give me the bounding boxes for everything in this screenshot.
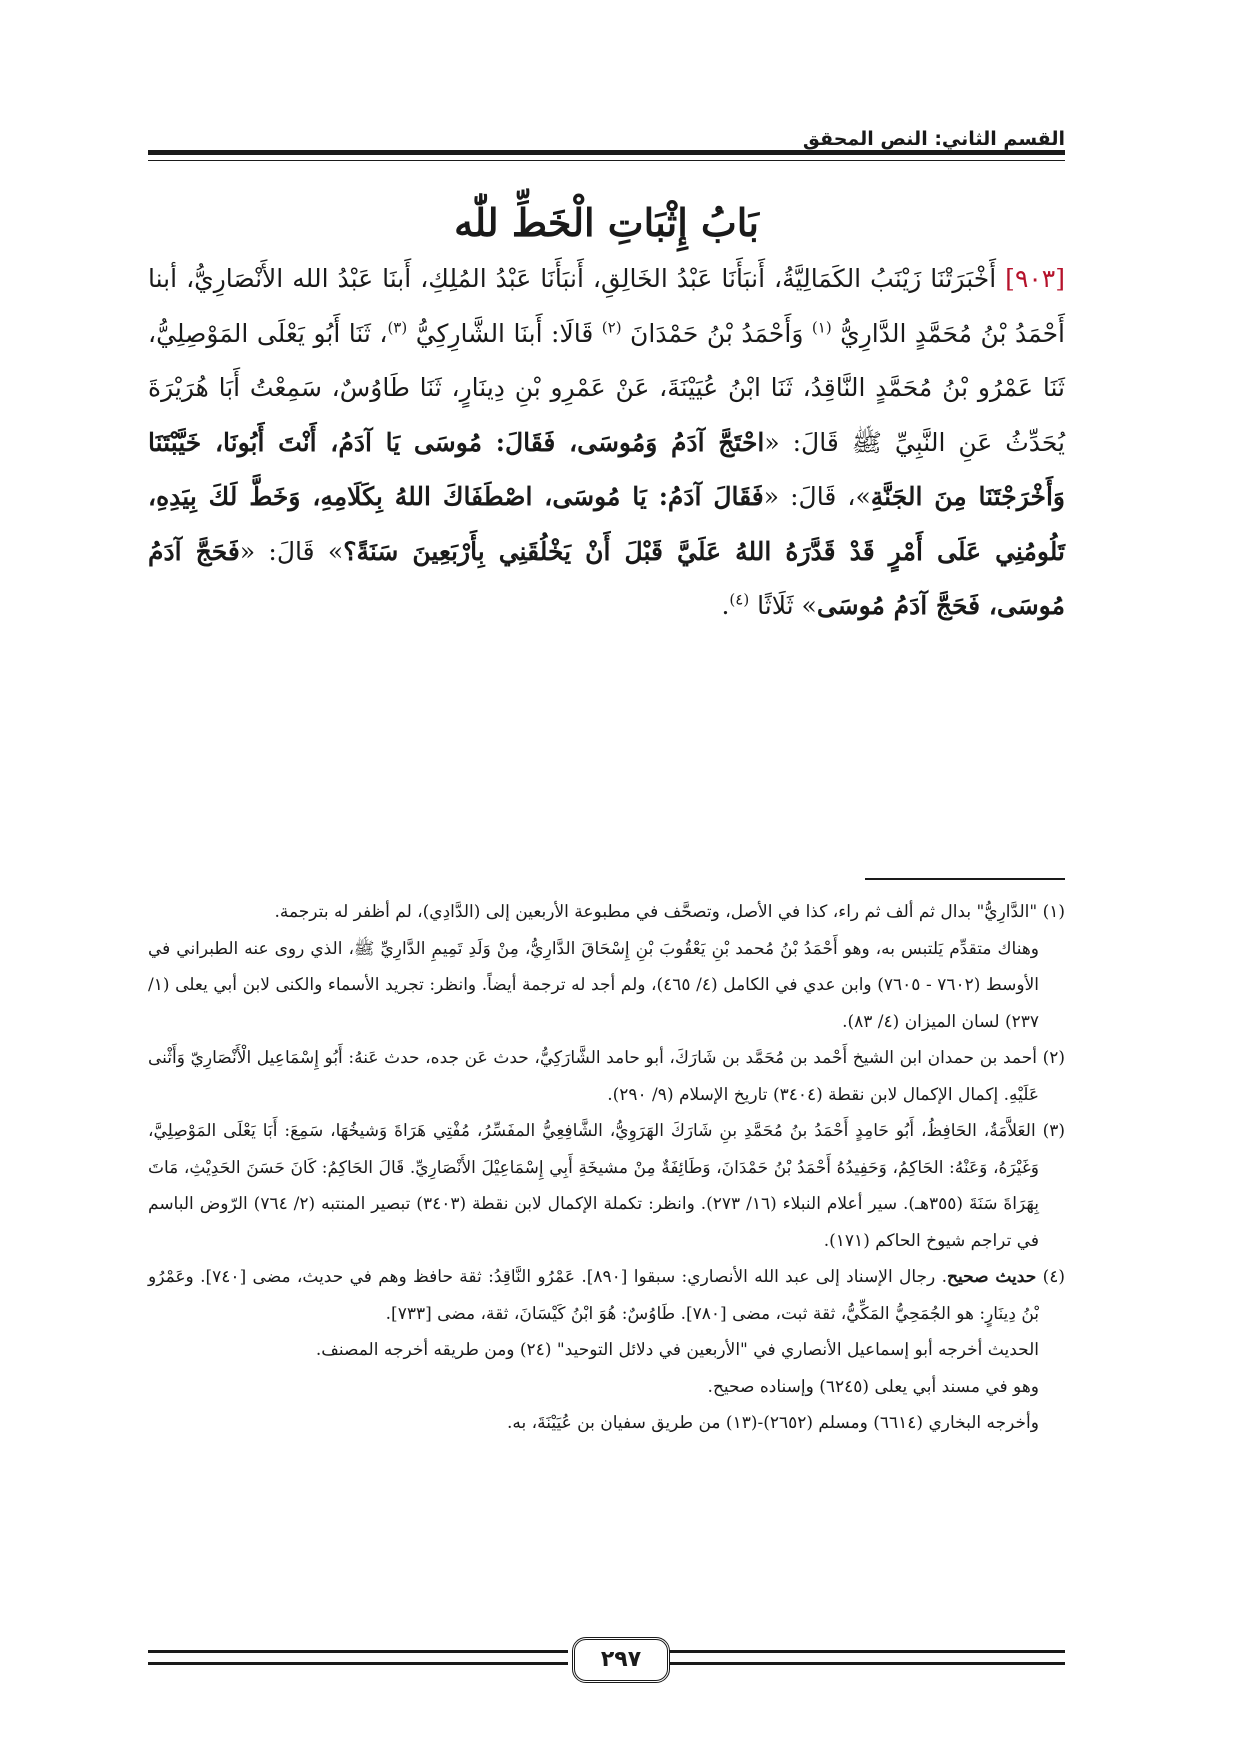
matn-text: احْتَجَّ آدَمُ وَمُوسَى، فَقَالَ: مُوسَى يَا آدَمُ، أَنْتَ أَبُونَا، خَيَّبْتَنَا وَأَخْرَجْتَنَا مِنَ الجَنَّةِ (148, 427, 1065, 511)
footer-rule-left (148, 1650, 568, 1653)
footnote-2: (٢) أحمد بن حمدان ابن الشيخ أَحْمد بن مُحَمَّد بن شَارَكَ، أبو حامد الشَّارَكِيُّ، حدث عَن جده، حدث عَنهُ: أَبُو إِسْمَاعِيل الْأَنْصَارِيّ وَأَثْنى عَلَيْهِ. إكمال الإكمال لابن نقطة (٣٤٠٤) تاريخ الإسلام (٩/ ٢٩٠). (148, 1048, 1065, 1105)
footnote-divider (865, 878, 1065, 880)
isnad-text: قَالَا: أَبنَا الشَّارِكِيُّ (407, 318, 602, 348)
footer-rule-right (668, 1662, 1065, 1665)
footnote-4-takhrij: وهو في مسند أبي يعلى (٦٢٤٥) وإسناده صحيح. (707, 1376, 1039, 1397)
header-rule-thick (148, 150, 1065, 155)
footer-rule-right (668, 1650, 1065, 1653)
footnote-ref-3: (٣) (387, 318, 408, 337)
footnote-4-grade: حديث صحيح (947, 1267, 1037, 1287)
footnote-4 (148, 1259, 1065, 1332)
footnote-3: (٣) العَلاَّمَةُ، الحَافِظُ، أَبُو حَامِدٍ أَحْمَدُ بنُ مُحَمَّدِ بنِ شَارَكَ الهَرَوِيُّ، الشَّافِعِيُّ المفَسِّرُ، مُفْتِي هَرَاةَ وَشيخُهَا، سَمِعَ: أَبَا يَعْلَى المَوْصِلِيَّ، وَغَيْرَهُ، وَعَنْهُ: الحَاكِمُ، وَحَفِيدُهُ أَحْمَدُ بْنُ حَمْدَانَ، وَطَائِفَةٌ مِنْ مشيخَةِ أَبِي إِسْمَاعِيْلَ الأَنْصَارِيِّ. قَالَ الحَاكِمُ: كَانَ حَسَنَ الحَدِيْثِ، مَاتَ بِهَرَاةَ سَنَةَ (٣٥٥هـ). سير أعلام النبلاء (١٦/ ٢٧٣). وانظر: تكملة الإكمال لابن نقطة (٣٤٠٣) تبصير المنتبه (٢/ ٧٦٤) الرّوض الباسم في تراجم شيوخ الحاكم (١٧١). (148, 1121, 1065, 1251)
narration-end: . (721, 591, 730, 620)
isnad-text: ، ثَنَا أَبُو يَعْلَى المَوْصِلِيُّ، ثَنَا عَمْرُو بْنُ مُحَمَّدٍ النَّاقِدُ، ثَنَا ابْنُ عُيَيْنَةَ، عَنْ عَمْرِو بْنِ دِينَارٍ، ثَنَا طَاوُسٌ، سَمِعْتُ أَبَا هُرَيْرَةَ يُحَدِّثُ عَنِ النَّبِيِّ ﷺ قَالَ: « (148, 318, 1066, 457)
footnote-4-text: . رجال الإسناد إلى عبد الله الأنصاري: سبقوا [٨٩٠]. عَمْرُو النَّاقِدُ: ثقة حافظ وهم في حديث، مضى [٧٤٠]. وعَمْرُو بْنُ دِينَارٍ: هو الجُمَحِيُّ المَكِّيُّ، ثقة ثبت، مضى [٧٨٠]. طَاوُسٌ: هُوَ ابْنُ كَيْسَانَ، ثقة، مضى [٧٣٣]. (148, 1267, 1039, 1324)
hadith-text (148, 252, 1065, 634)
footnote-1-continuation (148, 931, 1065, 1041)
footnote-1-line: وهناك متقدِّم يَلتبس به، وهو أَحْمَدُ بْنُ مُحمد بْنِ يَعْقُوبَ بْنِ إِسْحَاقَ الدَّارِيُّ، مِنْ وَلَدِ تَمِيمِ الدَّارِيِّ ﷺ، الذي روى عنه الطبراني في الأوسط (٧٦٠٢ - ٧٦٠٥) وابن عدي في الكامل (٤/ ٤٦٥)، ولم أجد له ترجمة أيضاً. وانظر: تجريد الأسماء والكنى لابن أبي يعلى (١/ ٢٣٧) لسان الميزان (٤/ ٨٣). (148, 938, 1040, 1032)
isnad-text: وَأَحْمَدُ بْنُ حَمْدَانَ (621, 318, 812, 348)
footer-rule-left (148, 1662, 568, 1665)
matn-text: فَحَجَّ آدَمُ مُوسَى، فَحَجَّ آدَمُ مُوسَى (148, 536, 1065, 620)
footnote-ref-2: (٢) (601, 318, 622, 337)
footnote-4-number: (٤) (1042, 1267, 1065, 1287)
matn-text: فَقَالَ آدَمُ: يَا مُوسَى، اصْطَفَاكَ اللهُ بِكَلَامِهِ، وَخَطَّ لَكَ بِيَدِهِ، تَلُومُنِي عَلَى أَمْرٍ قَدْ قَدَّرَهُ اللهُ عَلَيَّ قَبْلَ أَنْ يَخْلُقَنِي بِأَرْبَعِينَ سَنَةً؟ (148, 482, 1065, 566)
page-number: ٢٩٧ (572, 1637, 670, 1683)
footnotes (148, 894, 1065, 1442)
narration-connector: »، قَالَ: « (763, 482, 871, 511)
narration-connector: » قَالَ: « (239, 536, 344, 566)
footnote-ref-4: (٤) (729, 590, 750, 609)
hadith-number: [٩٠٣] (1005, 264, 1065, 293)
chapter-title: بَابُ إِثْبَاتِ الْخَطِّ للّٰه (454, 200, 759, 245)
footnote-1 (148, 894, 1065, 931)
running-title: القسم الثاني: النص المحقق (802, 128, 1065, 150)
footnote-4-takhrij: وأخرجه البخاري (٦٦١٤) ومسلم (٢٦٥٢)-(١٣) من طريق سفيان بن عُيَيْنَةَ، به. (506, 1413, 1039, 1433)
header-rule-thin (148, 160, 1065, 161)
narration-connector: » ثَلَاثًا (749, 591, 817, 620)
isnad-text: أَخْبَرَتْنَا زَيْنَبُ الكَمَالِيَّةُ، أَنبَأَنَا عَبْدُ الخَالِقِ، أَنبَأَنَا عَبْدُ المُلِكِ، أَبنَا عَبْدُ الله الأَنْصَارِيُّ، أبنا أَحْمَدُ بْنُ مُحَمَّدٍ الدَّارِيُّ (148, 264, 1065, 348)
footnote-ref-1: (١) (811, 318, 832, 337)
footnote-1-line: (١) "الدَّارِيُّ" بدال ثم ألف ثم راء، كذا في الأصل، وتصحَّف في مطبوعة الأربعين إلى (الدَّادِي)، لم أظفر له بترجمة. (274, 902, 1065, 922)
footnote-4-takhrij: الحديث أخرجه أبو إسماعيل الأنصاري في "الأربعين في دلائل التوحيد" (٢٤) ومن طريقه أخرجه المصنف. (315, 1340, 1039, 1360)
